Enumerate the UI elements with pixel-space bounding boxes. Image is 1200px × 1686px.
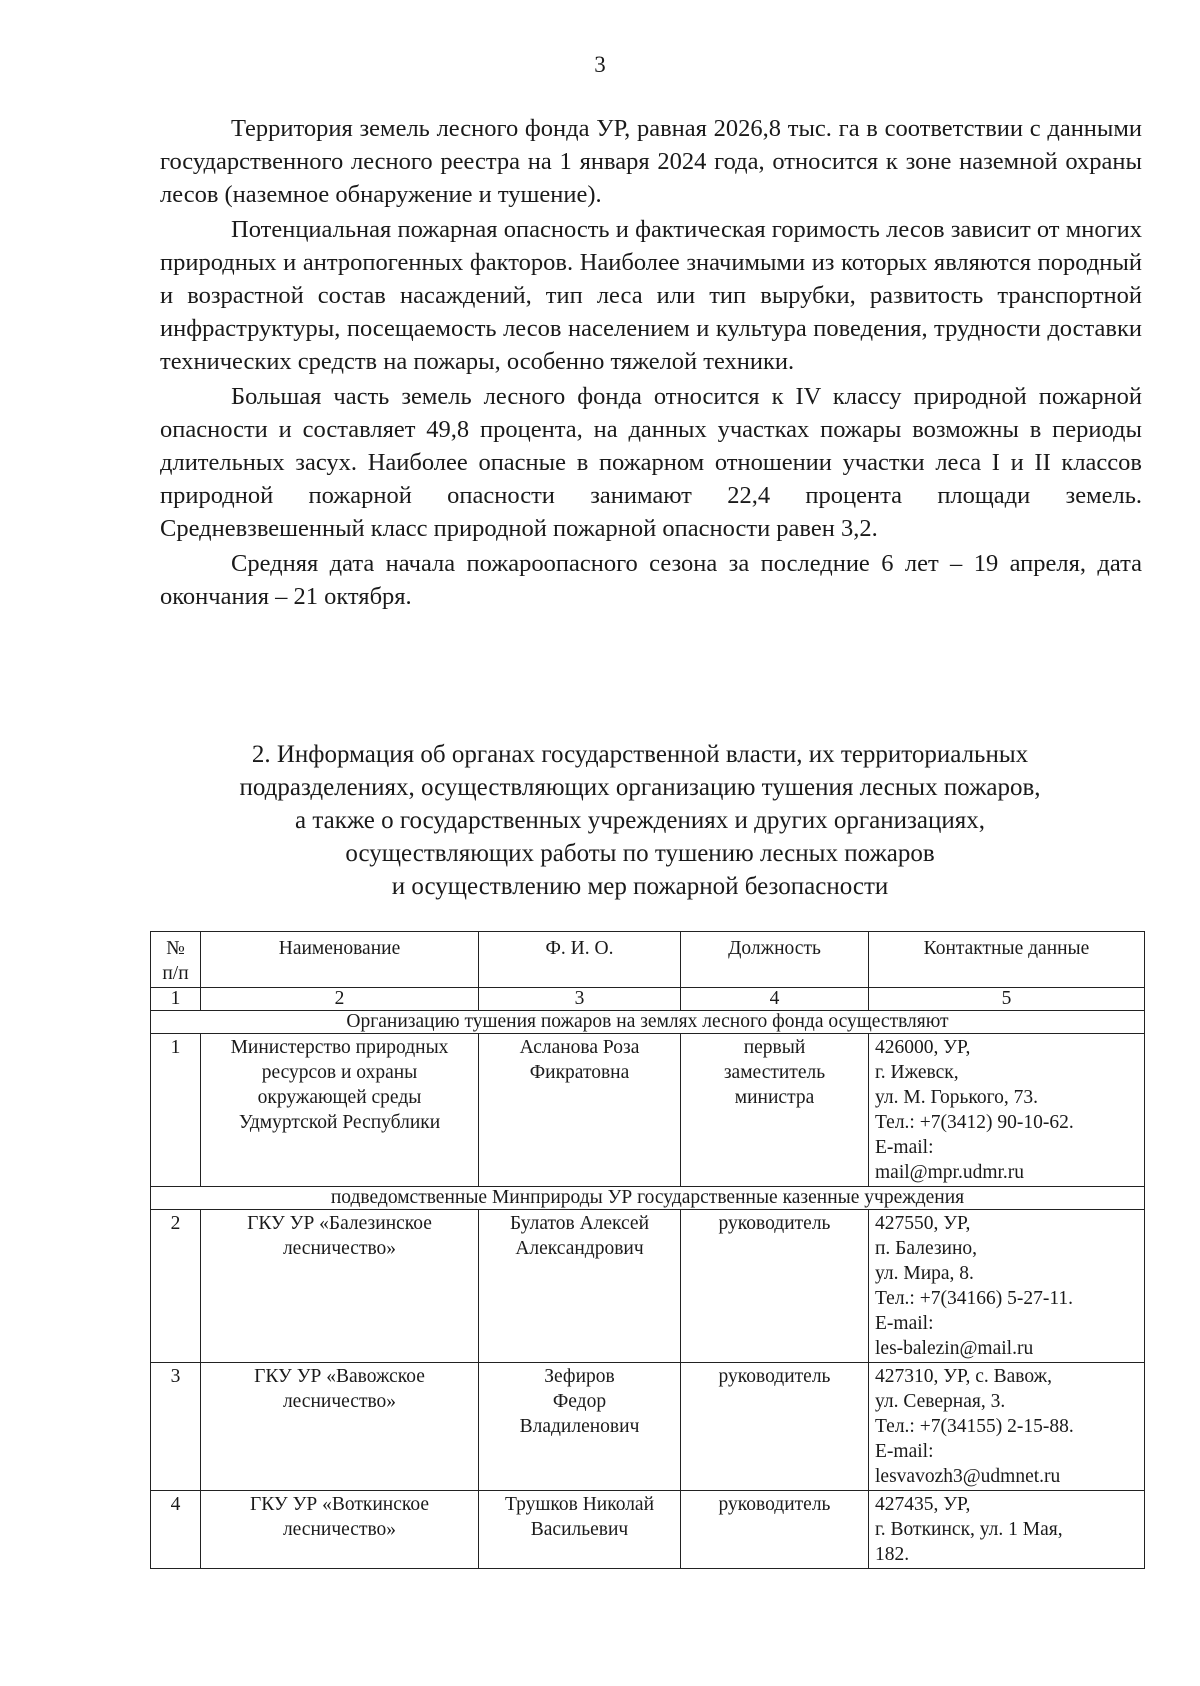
contact-email[interactable]: mail@mpr.udmr.ru (875, 1162, 1025, 1183)
contact-details (869, 1210, 1145, 1363)
section-title-line: и осуществлению мер пожарной безопасности (391, 873, 889, 900)
person-fio (479, 1034, 681, 1187)
table-row (151, 1210, 1145, 1363)
position-line: министра (734, 1087, 815, 1108)
row-number: 1 (151, 1034, 201, 1187)
fio-line: Зефиров (544, 1366, 615, 1387)
contact-line: E-mail: (875, 1313, 934, 1334)
header-position: Должность (681, 932, 869, 988)
header-fio: Ф. И. О. (479, 932, 681, 988)
org-name-line: Министерство природных (230, 1037, 449, 1058)
fio-line: Владиленович (519, 1416, 640, 1437)
group-row (151, 1187, 1145, 1210)
contact-line: 427310, УР, с. Вавож, (875, 1366, 1052, 1387)
position-line: заместитель (723, 1062, 826, 1083)
contact-line: 426000, УР, (875, 1037, 971, 1058)
person-position (681, 1363, 869, 1491)
person-position (681, 1491, 869, 1569)
fio-line: Булатов Алексей (509, 1213, 650, 1234)
paragraph-fire-season-dates: Средняя дата начала пожароопасного сезона за последние 6 лет – 19 апреля, дата окончания – 21 октября. (160, 550, 1142, 610)
org-name-line: лесничество» (282, 1519, 397, 1540)
org-name-line: Удмуртской Республики (238, 1112, 441, 1133)
column-number: 3 (479, 988, 681, 1011)
header-name: Наименование (201, 932, 479, 988)
section-title-line: 2. Информация об органах государственной власти, их территориальных (251, 741, 1029, 768)
contact-details (869, 1363, 1145, 1491)
org-name (201, 1034, 479, 1187)
group-row (151, 1011, 1145, 1034)
position-line: руководитель (718, 1494, 831, 1515)
header-number (151, 932, 201, 988)
fio-line: Трушков Николай (504, 1494, 655, 1515)
contact-details (869, 1034, 1145, 1187)
column-numbers-row (151, 988, 1145, 1011)
person-fio (479, 1491, 681, 1569)
contact-email[interactable]: les-balezin@mail.ru (875, 1338, 1034, 1359)
contact-line: 427435, УР, (875, 1494, 971, 1515)
contact-line: E-mail: (875, 1441, 934, 1462)
fio-line: Александрович (515, 1238, 644, 1259)
position-line: руководитель (718, 1213, 831, 1234)
page-number: 3 (594, 52, 606, 77)
contact-line: ул. Мира, 8. (875, 1263, 974, 1284)
person-position (681, 1210, 869, 1363)
section-title-line: подразделениях, осуществляющих организацию тушения лесных пожаров, (239, 774, 1041, 801)
body-text (160, 112, 1142, 615)
row-number: 3 (151, 1363, 201, 1491)
org-name (201, 1363, 479, 1491)
person-position (681, 1034, 869, 1187)
header-number-line: п/п (162, 963, 189, 984)
fio-line: Васильевич (530, 1519, 629, 1540)
contact-details (869, 1491, 1145, 1569)
org-name-line: окружающей среды (257, 1087, 422, 1108)
contact-email[interactable]: lesvavozh3@udmnet.ru (875, 1466, 1061, 1487)
contact-line: Тел.: +7(34155) 2-15-88. (875, 1416, 1074, 1437)
section-title (140, 738, 1140, 903)
org-name-line: ГКУ УР «Вавожское (254, 1366, 425, 1387)
paragraph-forest-territory: Территория земель лесного фонда УР, равная 2026,8 тыс. га в соответствии с данными государственного лесного реестра на 1 января 2024 года, относится к зоне наземной охраны лесов (наземное обнаружение и тушение). (160, 115, 1142, 208)
header-contacts: Контактные данные (869, 932, 1145, 988)
contact-line: Тел.: +7(3412) 90-10-62. (875, 1112, 1074, 1133)
org-name-line: лесничество» (282, 1238, 397, 1259)
fio-line: Федор (552, 1391, 607, 1412)
contact-line: E-mail: (875, 1137, 934, 1158)
table-row (151, 1491, 1145, 1569)
contact-line: ул. Северная, 3. (875, 1391, 1006, 1412)
table-row (151, 1034, 1145, 1187)
column-number: 5 (869, 988, 1145, 1011)
fio-line: Асланова Роза (519, 1037, 640, 1058)
fio-line: Фикратовна (529, 1062, 630, 1083)
row-number: 4 (151, 1491, 201, 1569)
position-line: руководитель (718, 1366, 831, 1387)
contact-line: Тел.: +7(34166) 5-27-11. (875, 1288, 1073, 1309)
org-name-line: лесничество» (282, 1391, 397, 1412)
contact-line: ул. М. Горького, 73. (875, 1087, 1039, 1108)
person-fio (479, 1210, 681, 1363)
org-name (201, 1210, 479, 1363)
contact-line: п. Балезино, (875, 1238, 978, 1259)
org-name-line: ГКУ УР «Балезинское (247, 1213, 432, 1234)
org-name (201, 1491, 479, 1569)
organizations-table (150, 931, 1145, 1569)
column-number: 4 (681, 988, 869, 1011)
contact-line: г. Воткинск, ул. 1 Мая, (875, 1519, 1063, 1540)
section-title-line: а также о государственных учреждениях и других организациях, (295, 807, 985, 834)
group-heading: Организацию тушения пожаров на землях лесного фонда осуществляют (151, 1011, 1145, 1034)
row-number: 2 (151, 1210, 201, 1363)
contact-line: 427550, УР, (875, 1213, 971, 1234)
contact-line: г. Ижевск, (875, 1062, 959, 1083)
group-heading: подведомственные Минприроды УР государственные казенные учреждения (151, 1187, 1145, 1210)
contact-line: 182. (875, 1544, 910, 1565)
column-number: 1 (151, 988, 201, 1011)
org-name-line: ГКУ УР «Воткинское (250, 1494, 429, 1515)
table-row (151, 1363, 1145, 1491)
section-title-line: осуществляющих работы по тушению лесных пожаров (345, 840, 935, 867)
table-header-row (151, 932, 1145, 988)
paragraph-fire-danger-factors: Потенциальная пожарная опасность и фактическая горимость лесов зависит от многих природных и антропогенных факторов. Наиболее значимыми из которых являются породный и возрастной состав насаждений, тип леса или тип вырубки, развитость транспортной инфраструктуры, посещаемость лесов населением и культура поведения, трудности доставки технических средств на пожары, особенно тяжелой техники. (160, 216, 1142, 375)
paragraph-fire-danger-classes: Большая часть земель лесного фонда относится к IV классу природной пожарной опасности и составляет 49,8 процента, на данных участках пожары возможны в периоды длительных засух. Наиболее опасные в пожарном отношении участки леса I и II классов природной пожарной опасности занимают 22,4 процента площади земель. Средневзвешенный класс природной пожарной опасности равен 3,2. (160, 383, 1142, 542)
position-line: первый (743, 1037, 806, 1058)
column-number: 2 (201, 988, 479, 1011)
org-name-line: ресурсов и охраны (261, 1062, 418, 1083)
header-number-line: № (166, 938, 185, 959)
person-fio (479, 1363, 681, 1491)
